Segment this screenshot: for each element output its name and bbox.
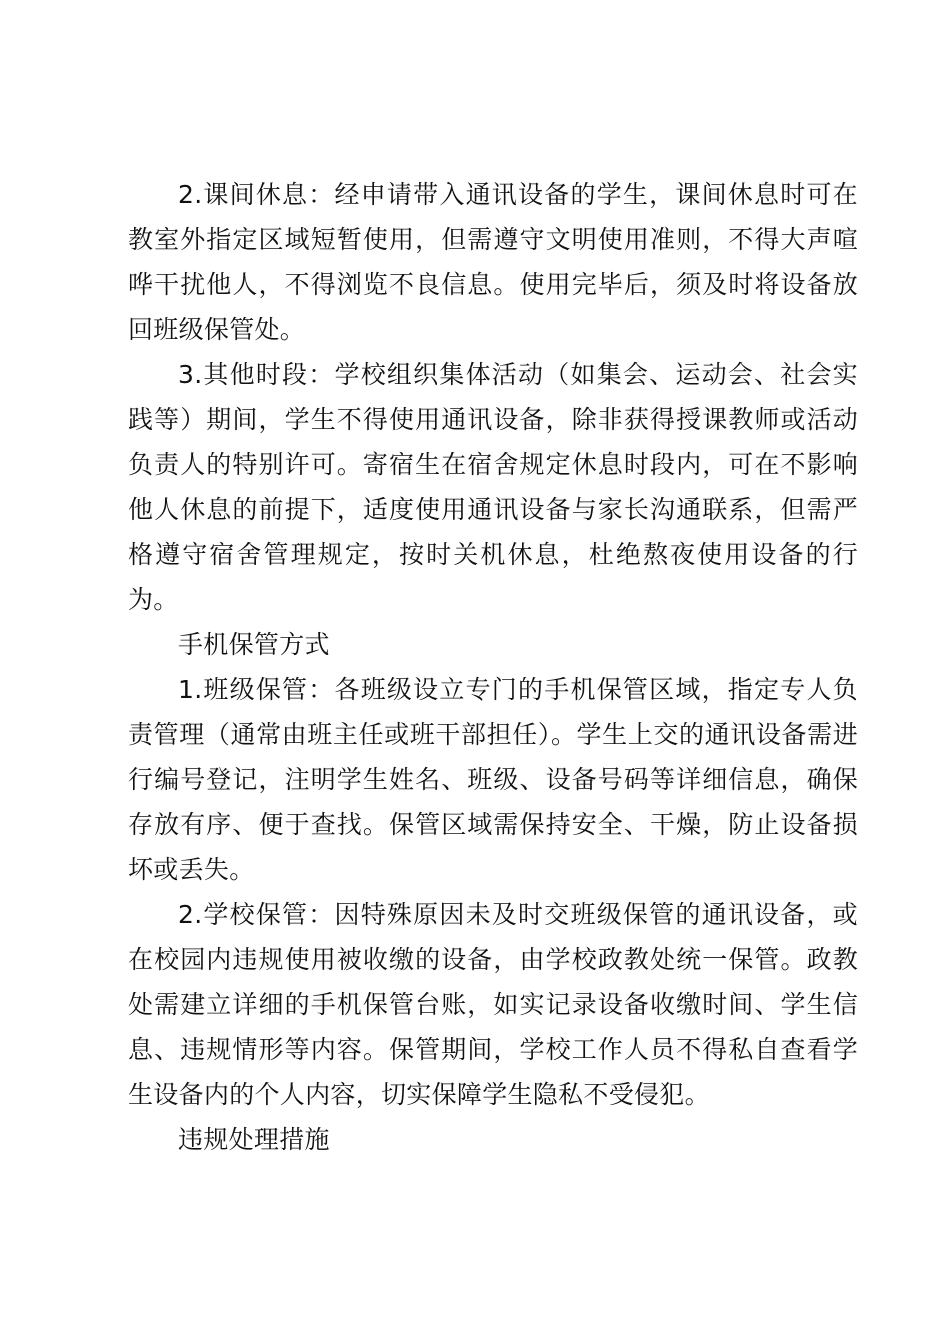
- section-heading-phone-storage: 手机保管方式: [178, 630, 330, 659]
- paragraph-class-storage: 1.班级保管：各班级设立专门的手机保管区域，指定专人负责管理（通常由班主任或班干部担任）。学生上交的通讯设备需进行编号登记，注明学生姓名、班级、设备号码等详细信息，确保存放有序、便于查找。保管区域需保持安全、干燥，防止设备损坏或丢失。: [128, 675, 858, 884]
- paragraph-other-periods: 3.其他时段：学校组织集体活动（如集会、运动会、社会实践等）期间，学生不得使用通讯设备，除非获得授课教师或活动负责人的特别许可。寄宿生在宿舍规定休息时段内，可在不影响他人休息的前提下，适度使用通讯设备与家长沟通联系，但需严格遵守宿舍管理规定，按时关机休息，杜绝熬夜使用设备的行为。: [128, 360, 858, 614]
- paragraph-break-time: 2.课间休息：经申请带入通讯设备的学生，课间休息时可在教室外指定区域短暂使用，但需遵守文明使用准则，不得大声喧哗干扰他人，不得浏览不良信息。使用完毕后，须及时将设备放回班级保管处。: [128, 180, 858, 344]
- section-heading-violation-handling: 违规处理措施: [178, 1125, 330, 1154]
- document-body: [128, 172, 858, 1162]
- paragraph-school-storage: 2.学校保管：因特殊原因未及时交班级保管的通讯设备，或在校园内违规使用被收缴的设备，由学校政教处统一保管。政教处需建立详细的手机保管台账，如实记录设备收缴时间、学生信息、违规情形等内容。保管期间，学校工作人员不得私自查看学生设备内的个人内容，切实保障学生隐私不受侵犯。: [128, 900, 858, 1109]
